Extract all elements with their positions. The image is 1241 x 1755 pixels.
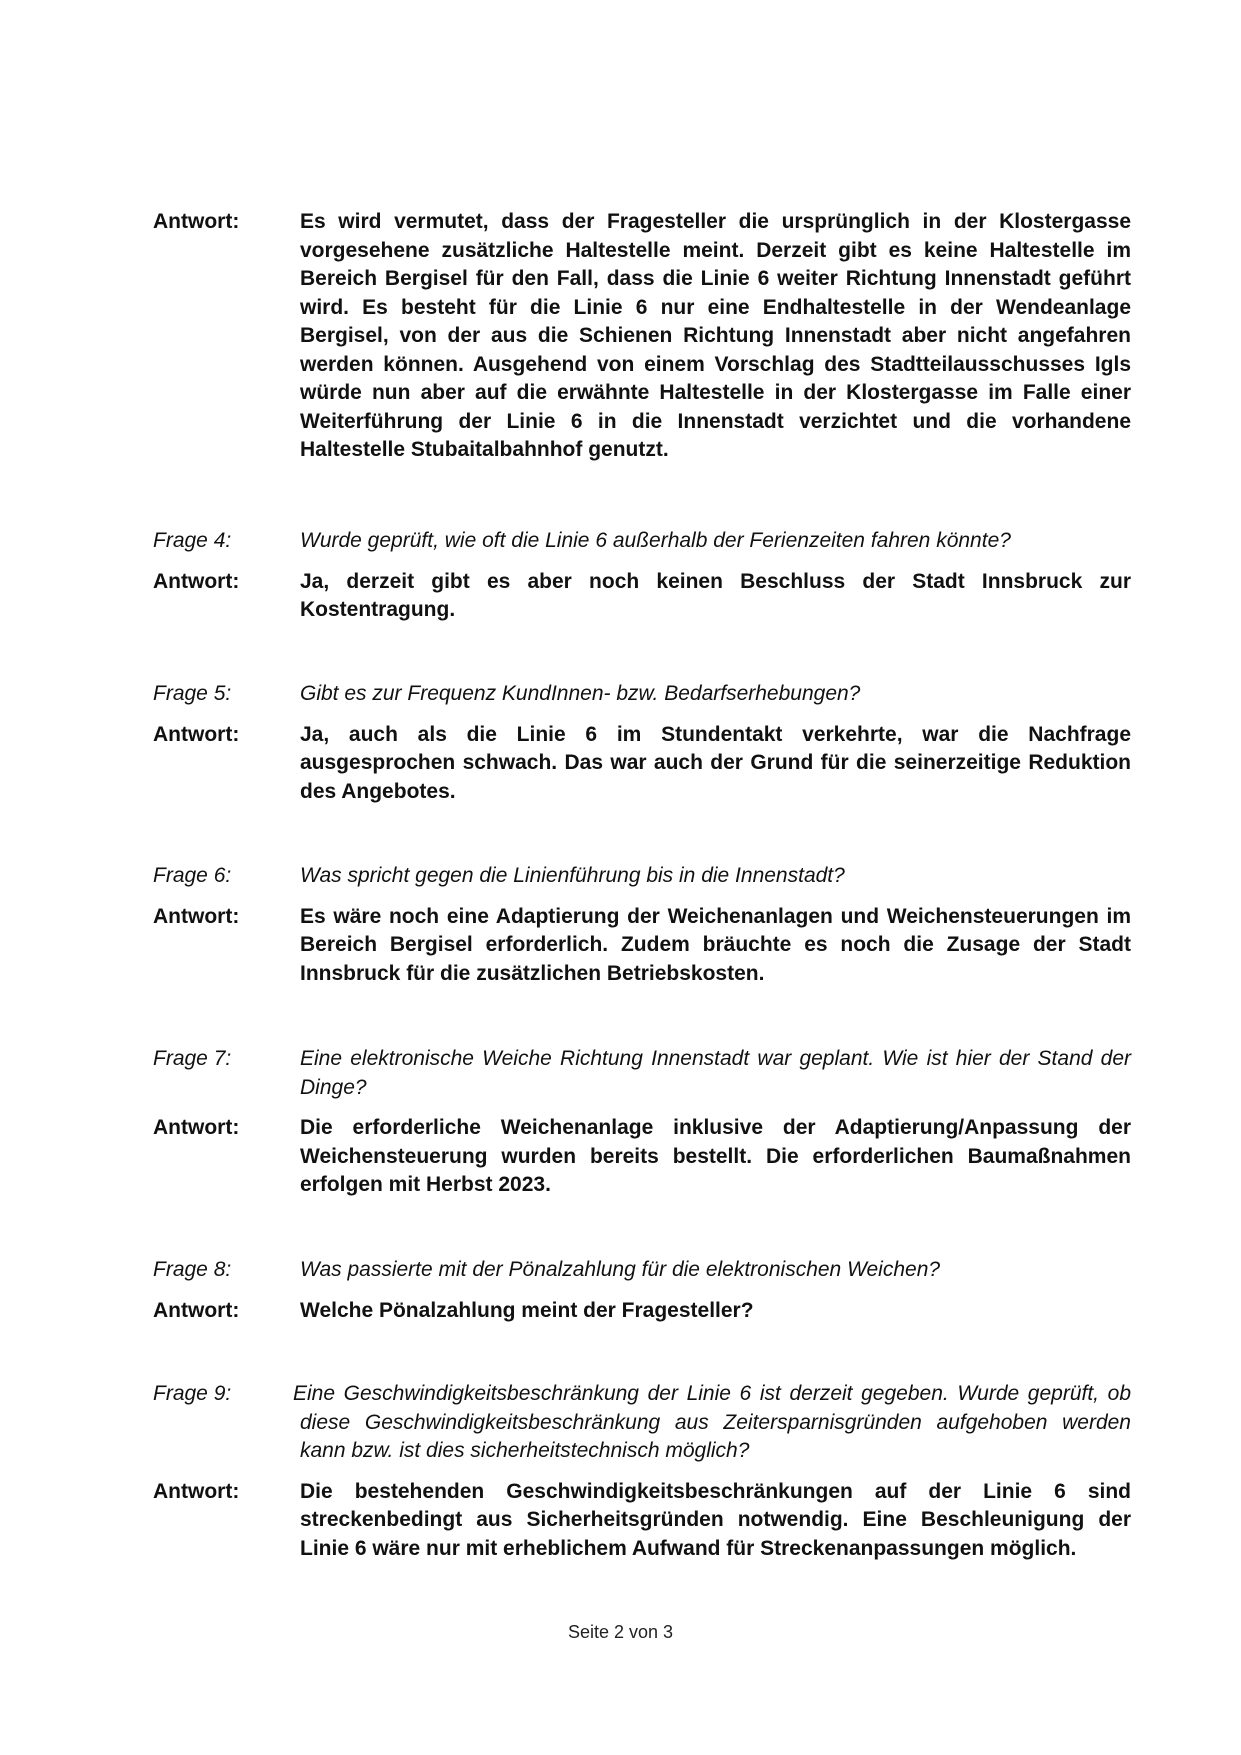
answer-row bbox=[153, 568, 1133, 625]
question-text: Was spricht gegen die Linienführung bis in die Innenstadt? bbox=[300, 864, 845, 887]
question-text: Gibt es zur Frequenz KundInnen- bzw. Bedarfserhebungen? bbox=[300, 682, 861, 705]
answer-text: Ja, auch als die Linie 6 im Stundentakt verkehrte, war die Nachfrage ausgesprochen schwach. Das war auch der Grund für die seinerzeitige Reduktion des Angebotes. bbox=[300, 722, 1131, 803]
question-label: Frage 8: bbox=[153, 1258, 232, 1281]
question-text: Wurde geprüft, wie oft die Linie 6 außerhalb der Ferienzeiten fahren könnte? bbox=[300, 529, 1011, 552]
question-text: Eine Geschwindigkeitsbeschränkung der Linie 6 ist derzeit gegeben. Wurde geprüft, ob diese Geschwindigkeitsbeschränkung aus Zeitersparnisgründen aufgehoben werden kann bzw. ist dies sicherheitstechnisch möglich? bbox=[293, 1382, 1131, 1462]
question-row bbox=[153, 1256, 1133, 1285]
question-text: Was passierte mit der Pönalzahlung für die elektronischen Weichen? bbox=[300, 1258, 941, 1281]
answer-row bbox=[153, 903, 1133, 989]
qa-block-7 bbox=[153, 1045, 1133, 1200]
question-label: Frage 5: bbox=[153, 682, 232, 705]
question-label: Frage 9: bbox=[153, 1382, 232, 1405]
answer-text: Es wird vermutet, dass der Fragesteller die ursprünglich in der Klostergasse vorgesehene zusätzliche Haltestelle meint. Derzeit gibt es keine Haltestelle im Bereich Bergisel für den Fall, dass die Linie 6 weiter Richtung Innenstadt geführt wird. Es besteht für die Linie 6 nur eine Endhaltestelle in der Wendeanlage Bergisel, von der aus die Schienen Richtung Innenstadt aber nicht angefahren werden können. Ausgehend von einem Vorschlag des Stadtteilausschusses Igls würde nun aber auf die erwähnte Haltestelle in der Klostergasse im Falle einer Weiterführung der Linie 6 in die Innenstadt verzichtet und die vorhandene Haltestelle Stubaitalbahnhof genutzt. bbox=[300, 210, 1131, 461]
qa-block-6 bbox=[153, 862, 1133, 988]
answer-label: Antwort: bbox=[153, 1479, 240, 1503]
question-label: Frage 7: bbox=[153, 1047, 232, 1070]
answer-label: Antwort: bbox=[153, 210, 240, 233]
question-row bbox=[153, 1380, 1133, 1466]
question-row bbox=[153, 1045, 1133, 1102]
qa-block-8 bbox=[153, 1256, 1133, 1325]
answer-text: Welche Pönalzahlung meint der Fragesteller? bbox=[300, 1298, 754, 1322]
qa-block-5 bbox=[153, 680, 1133, 806]
qa-block-9 bbox=[153, 1380, 1133, 1563]
answer-label: Antwort: bbox=[153, 904, 240, 928]
answer-label: Antwort: bbox=[153, 569, 240, 593]
question-row bbox=[153, 527, 1133, 556]
question-label: Frage 4: bbox=[153, 529, 232, 552]
answer-row bbox=[153, 1478, 1133, 1564]
answer-text: Die bestehenden Geschwindigkeitsbeschränkungen auf der Linie 6 sind streckenbedingt aus Sicherheitsgründen notwendig. Eine Beschleunigung der Linie 6 wäre nur mit erheblichem Aufwand für Streckenanpassungen möglich. bbox=[300, 1479, 1131, 1560]
answer-text: Die erforderliche Weichenanlage inklusive der Adaptierung/Anpassung der Weichensteuerung wurden bereits bestellt. Die erforderlichen Baumaßnahmen erfolgen mit Herbst 2023. bbox=[300, 1116, 1131, 1196]
answer-row bbox=[153, 1114, 1133, 1200]
question-row bbox=[153, 862, 1133, 891]
answer-text: Es wäre noch eine Adaptierung der Weichenanlagen und Weichensteuerungen im Bereich Bergisel erforderlich. Zudem bräuchte es noch die Zusage der Stadt Innsbruck für die zusätzlichen Betriebskosten. bbox=[300, 904, 1131, 985]
question-text: Eine elektronische Weiche Richtung Innenstadt war geplant. Wie ist hier der Stand der Dinge? bbox=[300, 1047, 1131, 1099]
page-footer: Seite 2 von 3 bbox=[567, 1622, 674, 1642]
question-label: Frage 6: bbox=[153, 864, 232, 887]
answer-label: Antwort: bbox=[153, 722, 240, 746]
answer-row bbox=[153, 208, 1133, 465]
answer-text: Ja, derzeit gibt es aber noch keinen Beschluss der Stadt Innsbruck zur Kostentragung. bbox=[300, 569, 1131, 621]
qa-block-3 bbox=[153, 208, 1133, 465]
qa-block-4 bbox=[153, 527, 1133, 625]
answer-row bbox=[153, 1297, 1133, 1326]
answer-row bbox=[153, 721, 1133, 807]
answer-label: Antwort: bbox=[153, 1298, 240, 1322]
question-row bbox=[153, 680, 1133, 709]
answer-label: Antwort: bbox=[153, 1116, 240, 1139]
